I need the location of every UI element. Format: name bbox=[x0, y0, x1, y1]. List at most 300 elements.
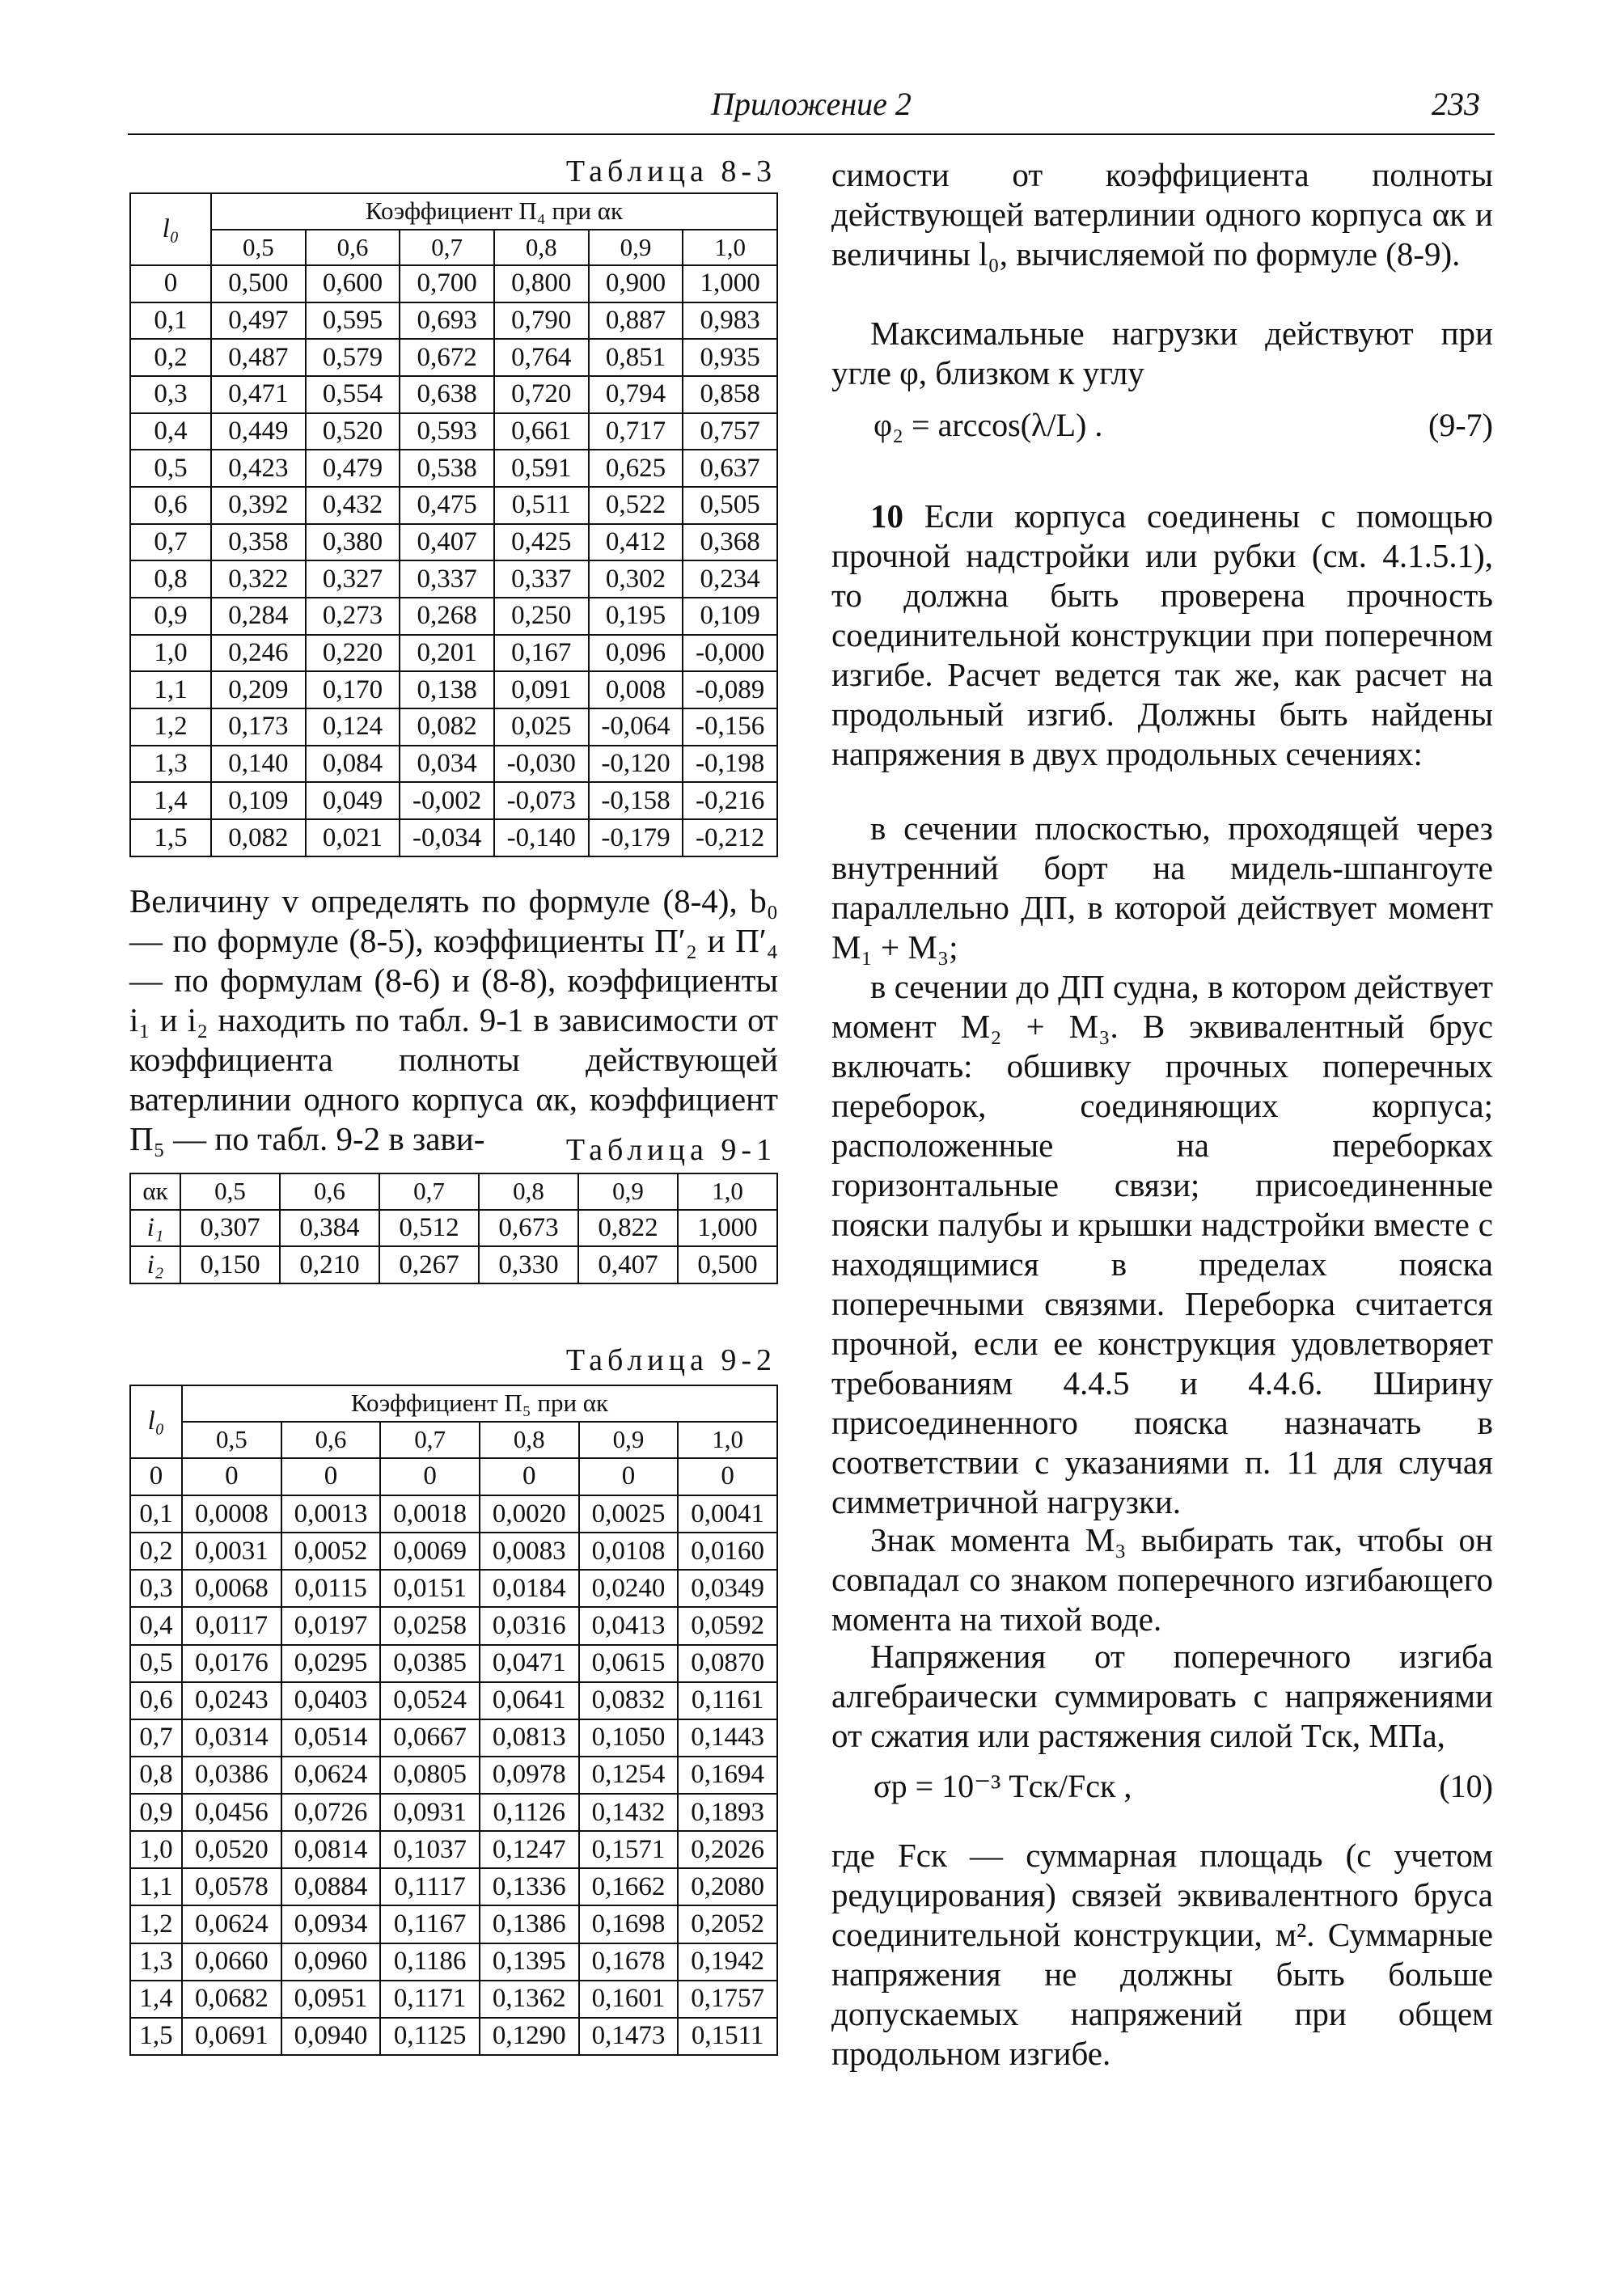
table-cell: 0,0008 bbox=[182, 1495, 281, 1533]
table-cell: 0,195 bbox=[589, 598, 683, 635]
table-cell: 0,250 bbox=[494, 598, 589, 635]
table-cell: 0,209 bbox=[211, 671, 306, 708]
table-cell: 0,234 bbox=[683, 560, 777, 598]
table-cell: 0,505 bbox=[683, 487, 777, 524]
table-row bbox=[130, 1210, 777, 1247]
table-row bbox=[130, 1495, 777, 1533]
table-cell: 0,1694 bbox=[678, 1757, 777, 1794]
table-cell: 0,284 bbox=[211, 598, 306, 635]
table-cell: -0,089 bbox=[683, 671, 777, 708]
table-cell: 0,025 bbox=[494, 708, 589, 746]
table-cell: 0,511 bbox=[494, 487, 589, 524]
table-cell: 0,0578 bbox=[182, 1868, 281, 1905]
table-row bbox=[130, 450, 777, 487]
table-cell: 0,337 bbox=[494, 560, 589, 598]
table-cell: 0,423 bbox=[211, 450, 306, 487]
table-cell: 0,717 bbox=[589, 413, 683, 450]
row-label-cell: 0,2 bbox=[130, 339, 211, 376]
row-label-cell: 1,0 bbox=[130, 635, 211, 672]
column-header: 0,7 bbox=[400, 230, 494, 266]
table-cell: 0,425 bbox=[494, 524, 589, 561]
table-cell: 0,935 bbox=[683, 339, 777, 376]
table-cell: 0,138 bbox=[400, 671, 494, 708]
formula-10-number: (10) bbox=[1439, 1768, 1493, 1804]
column-header: 0,6 bbox=[280, 1173, 379, 1210]
header-row bbox=[130, 1173, 777, 1210]
table-cell: 0,1601 bbox=[579, 1981, 679, 2018]
table-cell: 0,1386 bbox=[480, 1905, 579, 1943]
left-paragraph: Величину v определять по формуле (8-4), b₀ — по формуле (8-5), коэффициенты П′₂ и П′₄ — по формулам (8-6) и (8-8), коэффициенты i₁ и i₂ находить по табл. 9-1 в зависимости от коэффициента полноты действующей ватерлинии одного корпуса αк, коэффициент П₅ — по табл. 9-2 в зави- bbox=[129, 882, 778, 1157]
row-label-cell: 1,0 bbox=[130, 1831, 182, 1868]
table-cell: 0,851 bbox=[589, 339, 683, 376]
table-cell: 0,2026 bbox=[678, 1831, 777, 1868]
table-cell: 0,593 bbox=[400, 413, 494, 450]
row-label-cell: 1,2 bbox=[130, 708, 211, 746]
subheader-row bbox=[130, 230, 777, 266]
table-cell: 1,000 bbox=[678, 1210, 777, 1247]
table-cell: 0,0083 bbox=[480, 1533, 579, 1570]
row-label-cell: 1,4 bbox=[130, 1981, 182, 2018]
table-cell: 0,0052 bbox=[281, 1533, 381, 1570]
table-cell: 0,0978 bbox=[480, 1757, 579, 1794]
table-cell: 0,0813 bbox=[480, 1719, 579, 1757]
table-cell: 0,2080 bbox=[678, 1868, 777, 1905]
table-cell: 0,167 bbox=[494, 635, 589, 672]
table-cell: 0,1126 bbox=[480, 1794, 579, 1831]
table-cell: -0,073 bbox=[494, 782, 589, 819]
table-cell: 0,900 bbox=[589, 265, 683, 302]
row-label-cell: 1,3 bbox=[130, 746, 211, 783]
table-cell: 0,0385 bbox=[380, 1645, 480, 1682]
table-row bbox=[130, 782, 777, 819]
table-row bbox=[130, 1533, 777, 1570]
table-cell: 0,0471 bbox=[480, 1645, 579, 1682]
table-cell: 0,0068 bbox=[182, 1570, 281, 1607]
table-row bbox=[130, 1831, 777, 1868]
table-cell: 0,140 bbox=[211, 746, 306, 783]
table-cell: 0,1254 bbox=[579, 1757, 679, 1794]
table-row bbox=[130, 708, 777, 746]
table-row bbox=[130, 1645, 777, 1682]
table-cell: -0,120 bbox=[589, 746, 683, 783]
table-cell: 0,0940 bbox=[281, 2018, 381, 2055]
table-cell: 0,449 bbox=[211, 413, 306, 450]
table-cell: 0,497 bbox=[211, 302, 306, 340]
item-number-10: 10 bbox=[870, 497, 903, 535]
table-cell: 0,210 bbox=[280, 1246, 379, 1283]
table-cell: 0,246 bbox=[211, 635, 306, 672]
right-paragraph-4: в сечении плоскостью, проходящей через внутренний борт на мидель-шпангоуте параллельно ДП, в которой действует момент M₁ + M₃; bbox=[831, 810, 1493, 966]
table-cell: 0,0031 bbox=[182, 1533, 281, 1570]
table-cell: 0,084 bbox=[306, 746, 400, 783]
table-cell: 0,487 bbox=[211, 339, 306, 376]
table-cell: 0,693 bbox=[400, 302, 494, 340]
table-cell: 0,1247 bbox=[480, 1831, 579, 1868]
table-cell: 0,0682 bbox=[182, 1981, 281, 2018]
table-cell: 0,1161 bbox=[678, 1682, 777, 1719]
column-header: 0,7 bbox=[380, 1422, 480, 1458]
row-label-cell: 0 bbox=[130, 1458, 182, 1495]
table-cell: 0,0514 bbox=[281, 1719, 381, 1757]
column-header: 0,8 bbox=[494, 230, 589, 266]
table-cell: 0,109 bbox=[683, 598, 777, 635]
row-label-cell: 1,5 bbox=[130, 2018, 182, 2055]
table-row bbox=[130, 819, 777, 856]
row-label-cell: 1,2 bbox=[130, 1905, 182, 1943]
column-header: 0,7 bbox=[379, 1173, 479, 1210]
table-cell: 0,150 bbox=[180, 1246, 280, 1283]
table-cell: 0,1511 bbox=[678, 2018, 777, 2055]
table-cell: 0,0870 bbox=[678, 1645, 777, 1682]
table-cell: -0,034 bbox=[400, 819, 494, 856]
table-8-3-caption: Таблица 8-3 bbox=[565, 154, 776, 188]
table-cell: 0,672 bbox=[400, 339, 494, 376]
column-header: 0,6 bbox=[281, 1422, 381, 1458]
table-cell: 0,0951 bbox=[281, 1981, 381, 2018]
table-cell: 0,475 bbox=[400, 487, 494, 524]
table-cell: 0,1443 bbox=[678, 1719, 777, 1757]
row-label-cell: 0,4 bbox=[130, 413, 211, 450]
table-cell: 0 bbox=[182, 1458, 281, 1495]
row-header-cell: αк bbox=[130, 1173, 180, 1210]
table-cell: 0,124 bbox=[306, 708, 400, 746]
table-cell: 0,0524 bbox=[380, 1682, 480, 1719]
table-cell: 0,273 bbox=[306, 598, 400, 635]
table-cell: 0,0295 bbox=[281, 1645, 381, 1682]
table-cell: 0,008 bbox=[589, 671, 683, 708]
table-row bbox=[130, 1682, 777, 1719]
row-header-cell: l₀ bbox=[130, 193, 211, 265]
table-cell: 0,267 bbox=[379, 1246, 479, 1283]
table-row bbox=[130, 1246, 777, 1283]
table-cell: 0,322 bbox=[211, 560, 306, 598]
table-cell: 0,983 bbox=[683, 302, 777, 340]
table-cell: 0,170 bbox=[306, 671, 400, 708]
right-paragraph-3 bbox=[831, 497, 1493, 774]
table-cell: 0,0641 bbox=[480, 1682, 579, 1719]
table-cell: 0,082 bbox=[211, 819, 306, 856]
row-label-cell: 0,3 bbox=[130, 1570, 182, 1607]
row-label-cell: 0,6 bbox=[130, 1682, 182, 1719]
table-cell: 0,0814 bbox=[281, 1831, 381, 1868]
table-cell: 0,392 bbox=[211, 487, 306, 524]
row-label-cell: i₂ bbox=[130, 1246, 180, 1283]
table-cell: 0,091 bbox=[494, 671, 589, 708]
table-cell: 0,554 bbox=[306, 376, 400, 413]
table-cell: 0,0041 bbox=[678, 1495, 777, 1533]
row-label-cell: 1,1 bbox=[130, 671, 211, 708]
table-cell: 0,0115 bbox=[281, 1570, 381, 1607]
table-cell: 0,661 bbox=[494, 413, 589, 450]
column-header: 0,9 bbox=[579, 1422, 679, 1458]
table-row bbox=[130, 635, 777, 672]
column-group-header: Коэффициент П₄ при αк bbox=[211, 193, 777, 230]
row-label-cell: 0,1 bbox=[130, 1495, 182, 1533]
table-cell: 0,0025 bbox=[579, 1495, 679, 1533]
table-cell: 0,0240 bbox=[579, 1570, 679, 1607]
table-row bbox=[130, 487, 777, 524]
table-cell: 0 bbox=[678, 1458, 777, 1495]
table-cell: 0,522 bbox=[589, 487, 683, 524]
table-cell: 0,0018 bbox=[380, 1495, 480, 1533]
table-row bbox=[130, 1607, 777, 1644]
column-header: 1,0 bbox=[678, 1173, 777, 1210]
table-cell: 0,330 bbox=[479, 1246, 578, 1283]
table-cell: 0,0660 bbox=[182, 1943, 281, 1981]
row-label-cell: 0,9 bbox=[130, 598, 211, 635]
table-cell: 0,790 bbox=[494, 302, 589, 340]
table-cell: 0,1117 bbox=[380, 1868, 480, 1905]
table-cell: 0,595 bbox=[306, 302, 400, 340]
table-cell: 0,0691 bbox=[182, 2018, 281, 2055]
table-cell: 0,1167 bbox=[380, 1905, 480, 1943]
table-row bbox=[130, 302, 777, 340]
table-cell: -0,198 bbox=[683, 746, 777, 783]
table-cell: 0,1757 bbox=[678, 1981, 777, 2018]
table-cell: 1,000 bbox=[683, 265, 777, 302]
table-cell: -0,158 bbox=[589, 782, 683, 819]
table-cell: 0,0108 bbox=[579, 1533, 679, 1570]
column-header: 0,5 bbox=[182, 1422, 281, 1458]
formula-9-7-number: (9-7) bbox=[1428, 407, 1493, 443]
table-cell: 0,500 bbox=[678, 1246, 777, 1283]
table-cell: 0,0960 bbox=[281, 1943, 381, 1981]
table-cell: 0,471 bbox=[211, 376, 306, 413]
table-row bbox=[130, 1719, 777, 1757]
table-cell: 0,1125 bbox=[380, 2018, 480, 2055]
column-header: 0,5 bbox=[180, 1173, 280, 1210]
table-cell: 0,0934 bbox=[281, 1905, 381, 1943]
formula-10 bbox=[874, 1767, 1493, 1808]
table-row bbox=[130, 671, 777, 708]
table-cell: 0,0667 bbox=[380, 1719, 480, 1757]
table-8-3 bbox=[129, 192, 778, 857]
table-9-1 bbox=[129, 1173, 778, 1284]
table-cell: 0,0243 bbox=[182, 1682, 281, 1719]
column-header: 0,9 bbox=[589, 230, 683, 266]
table-cell: 0,407 bbox=[400, 524, 494, 561]
table-row bbox=[130, 1794, 777, 1831]
table-cell: 0,591 bbox=[494, 450, 589, 487]
column-header: 0,9 bbox=[578, 1173, 678, 1210]
table-cell: 0,0316 bbox=[480, 1607, 579, 1644]
table-cell: 0,0884 bbox=[281, 1868, 381, 1905]
table-cell: 0,380 bbox=[306, 524, 400, 561]
table-cell: 0,538 bbox=[400, 450, 494, 487]
column-header: 0,8 bbox=[479, 1173, 578, 1210]
table-cell: 0,2052 bbox=[678, 1905, 777, 1943]
table-cell: 0,307 bbox=[180, 1210, 280, 1247]
table-cell: 0,700 bbox=[400, 265, 494, 302]
table-9-1-caption: Таблица 9-1 bbox=[565, 1133, 776, 1167]
table-cell: 0,082 bbox=[400, 708, 494, 746]
table-cell: 0,500 bbox=[211, 265, 306, 302]
table-row bbox=[130, 1943, 777, 1981]
table-cell: 0,0403 bbox=[281, 1682, 381, 1719]
table-cell: 0,794 bbox=[589, 376, 683, 413]
table-cell: 0,0520 bbox=[182, 1831, 281, 1868]
table-cell: 0,220 bbox=[306, 635, 400, 672]
row-label-cell: 1,3 bbox=[130, 1943, 182, 1981]
table-row bbox=[130, 560, 777, 598]
table-cell: 0,637 bbox=[683, 450, 777, 487]
table-cell: 0,757 bbox=[683, 413, 777, 450]
table-row bbox=[130, 598, 777, 635]
table-cell: 0,0624 bbox=[182, 1905, 281, 1943]
right-paragraph-6: Знак момента M₃ выбирать так, чтобы он совпадал со знаком поперечного изгибающего момента на тихой воде. bbox=[831, 1521, 1493, 1638]
table-cell: 0,407 bbox=[578, 1246, 678, 1283]
table-row bbox=[130, 524, 777, 561]
row-label-cell: 0,8 bbox=[130, 560, 211, 598]
formula-9-7 bbox=[874, 406, 1493, 446]
table-cell: 0,0258 bbox=[380, 1607, 480, 1644]
table-cell: 0,1050 bbox=[579, 1719, 679, 1757]
table-cell: 0,579 bbox=[306, 339, 400, 376]
table-cell: 0,021 bbox=[306, 819, 400, 856]
table-9-2-caption: Таблица 9-2 bbox=[565, 1343, 776, 1377]
table-row bbox=[130, 1570, 777, 1607]
table-cell: 0,0020 bbox=[480, 1495, 579, 1533]
column-header: 0,6 bbox=[306, 230, 400, 266]
row-label-cell: 0,3 bbox=[130, 376, 211, 413]
table-cell: 0,512 bbox=[379, 1210, 479, 1247]
formula-9-7-expression: φ₂ = arccos(λ/L) . bbox=[874, 407, 1103, 443]
page-number: 233 bbox=[1432, 86, 1480, 122]
table-cell: 0,368 bbox=[683, 524, 777, 561]
table-cell: 0,049 bbox=[306, 782, 400, 819]
table-cell: -0,064 bbox=[589, 708, 683, 746]
row-header-cell: l₀ bbox=[130, 1385, 182, 1458]
table-cell: 0,268 bbox=[400, 598, 494, 635]
table-cell: -0,000 bbox=[683, 635, 777, 672]
table-cell: -0,179 bbox=[589, 819, 683, 856]
table-cell: 0,0160 bbox=[678, 1533, 777, 1570]
right-paragraph-2: Максимальные нагрузки действуют при угле φ, близком к углу bbox=[831, 315, 1493, 391]
row-label-cell: 0,9 bbox=[130, 1794, 182, 1831]
table-cell: 0,0726 bbox=[281, 1794, 381, 1831]
table-cell: 0,1395 bbox=[480, 1943, 579, 1981]
table-cell: 0,0592 bbox=[678, 1607, 777, 1644]
table-cell: 0,1662 bbox=[579, 1868, 679, 1905]
table-cell: 0,479 bbox=[306, 450, 400, 487]
table-cell: 0,412 bbox=[589, 524, 683, 561]
table-cell: 0,1571 bbox=[579, 1831, 679, 1868]
table-cell: 0,520 bbox=[306, 413, 400, 450]
table-cell: 0,384 bbox=[280, 1210, 379, 1247]
table-cell: 0,302 bbox=[589, 560, 683, 598]
row-label-cell: 0,7 bbox=[130, 1719, 182, 1757]
table-cell: 0,0805 bbox=[380, 1757, 480, 1794]
table-cell: 0,0197 bbox=[281, 1607, 381, 1644]
table-cell: 0 bbox=[579, 1458, 679, 1495]
column-header: 0,5 bbox=[211, 230, 306, 266]
table-cell: 0,109 bbox=[211, 782, 306, 819]
table-cell: 0,0349 bbox=[678, 1570, 777, 1607]
right-paragraph-5: в сечении до ДП судна, в котором действует момент M₂ + M₃. В эквивалентный брус включать: обшивку прочных поперечных переборок, соединяющих корпуса; расположенные на переборках горизонтальные связи; присоединенные пояски палубы и крышки надстройки вместе с находящимися в пределах пояска поперечными связями. Переборка считается прочной, если ее конструкция удовлетворяет требованиям 4.4.5 и 4.4.6. Ширину присоединенного пояска назначать в соответствии с указаниями п. 11 для случая симметричной нагрузки. bbox=[831, 968, 1493, 1520]
table-cell: 0,201 bbox=[400, 635, 494, 672]
table-cell: 0,858 bbox=[683, 376, 777, 413]
column-header: 1,0 bbox=[678, 1422, 777, 1458]
header-row bbox=[130, 1385, 777, 1422]
table-cell: 0,600 bbox=[306, 265, 400, 302]
table-cell: 0,1942 bbox=[678, 1943, 777, 1981]
table-cell: 0,1698 bbox=[579, 1905, 679, 1943]
right-paragraph-1: симости от коэффициента полноты действующей ватерлинии одного корпуса αк и величины l₀, вычисляемой по формуле (8-9). bbox=[831, 156, 1493, 273]
table-cell: 0,673 bbox=[479, 1210, 578, 1247]
table-cell: -0,140 bbox=[494, 819, 589, 856]
row-label-cell: i₁ bbox=[130, 1210, 180, 1247]
table-row bbox=[130, 1458, 777, 1495]
table-cell: 0,096 bbox=[589, 635, 683, 672]
table-cell: 0,0069 bbox=[380, 1533, 480, 1570]
row-label-cell: 0 bbox=[130, 265, 211, 302]
table-cell: 0 bbox=[380, 1458, 480, 1495]
subheader-row bbox=[130, 1422, 777, 1458]
table-row bbox=[130, 746, 777, 783]
table-cell: 0,887 bbox=[589, 302, 683, 340]
header-row bbox=[130, 193, 777, 230]
table-cell: 0,0624 bbox=[281, 1757, 381, 1794]
row-label-cell: 0,6 bbox=[130, 487, 211, 524]
row-label-cell: 0,1 bbox=[130, 302, 211, 340]
table-cell: 0,034 bbox=[400, 746, 494, 783]
table-cell: -0,216 bbox=[683, 782, 777, 819]
table-cell: -0,212 bbox=[683, 819, 777, 856]
row-label-cell: 0,8 bbox=[130, 1757, 182, 1794]
row-label-cell: 1,1 bbox=[130, 1868, 182, 1905]
table-cell: 0,1473 bbox=[579, 2018, 679, 2055]
table-row bbox=[130, 1868, 777, 1905]
table-cell: 0,0151 bbox=[380, 1570, 480, 1607]
row-label-cell: 0,5 bbox=[130, 1645, 182, 1682]
row-label-cell: 0,2 bbox=[130, 1533, 182, 1570]
table-row bbox=[130, 413, 777, 450]
table-cell: 0,0176 bbox=[182, 1645, 281, 1682]
table-cell: 0,764 bbox=[494, 339, 589, 376]
table-cell: 0,0931 bbox=[380, 1794, 480, 1831]
table-cell: 0,0832 bbox=[579, 1682, 679, 1719]
right-paragraph-8: где Fск — суммарная площадь (с учетом редуцирования) связей эквивалентного бруса соединительной конструкции, м². Суммарные напряжения не должны быть больше допускаемых напряжений при общем продольном изгибе. bbox=[831, 1837, 1493, 2072]
table-cell: 0,0615 bbox=[579, 1645, 679, 1682]
table-cell: -0,002 bbox=[400, 782, 494, 819]
table-cell: 0,337 bbox=[400, 560, 494, 598]
table-cell: 0,358 bbox=[211, 524, 306, 561]
table-cell: 0,0013 bbox=[281, 1495, 381, 1533]
table-cell: -0,030 bbox=[494, 746, 589, 783]
table-cell: 0,1037 bbox=[380, 1831, 480, 1868]
table-cell: 0,0456 bbox=[182, 1794, 281, 1831]
page-header bbox=[128, 77, 1495, 135]
table-cell: 0,1290 bbox=[480, 2018, 579, 2055]
page-header-title: Приложение 2 bbox=[711, 86, 912, 122]
table-row bbox=[130, 1757, 777, 1794]
table-cell: 0,1362 bbox=[480, 1981, 579, 2018]
table-cell: 0,0386 bbox=[182, 1757, 281, 1794]
row-label-cell: 0,4 bbox=[130, 1607, 182, 1644]
table-row bbox=[130, 339, 777, 376]
table-cell: 0,1893 bbox=[678, 1794, 777, 1831]
table-cell: 0,1171 bbox=[380, 1981, 480, 2018]
table-cell: 0,638 bbox=[400, 376, 494, 413]
table-row bbox=[130, 376, 777, 413]
column-group-header: Коэффициент П₅ при αк bbox=[182, 1385, 777, 1422]
table-cell: 0,0117 bbox=[182, 1607, 281, 1644]
table-cell: -0,156 bbox=[683, 708, 777, 746]
table-cell: 0,0413 bbox=[579, 1607, 679, 1644]
table-cell: 0,432 bbox=[306, 487, 400, 524]
table-cell: 0,1432 bbox=[579, 1794, 679, 1831]
table-cell: 0,327 bbox=[306, 560, 400, 598]
